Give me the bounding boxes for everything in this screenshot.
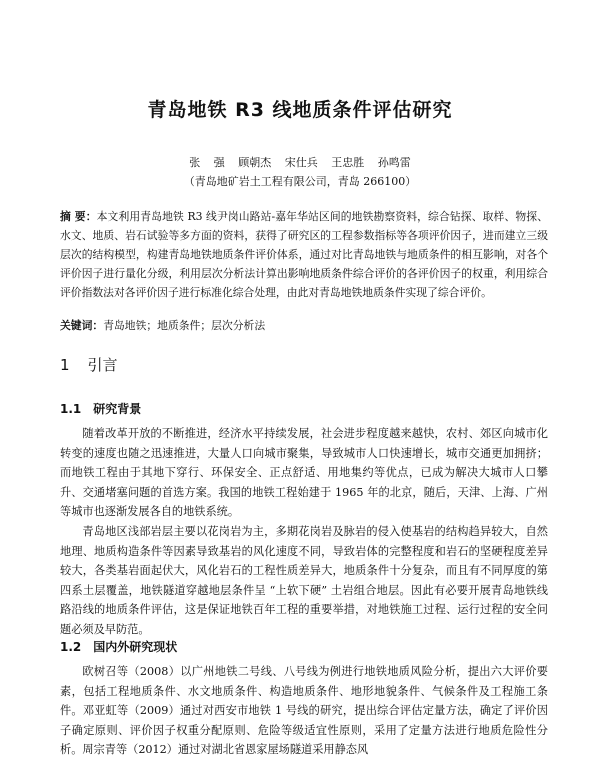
section-title: 引言 xyxy=(87,356,118,374)
paragraph: 欧树召等（2008）以广州地铁二号线、八号线为例进行地铁地质风险分析，提出六大评价要素，包括工程地质条件、水文地质条件、构造地质条件、地形地貌条件、气候条件及工程施工条件。邓亚虹等（2009）通过对西安市地铁 1 号线的研究，提出综合评估定量方法，确定了评价因子确定原则、评价因子权重分配原则、危险等级适宜性原则，采用了定量方法进行地质危险性分析。周宗青等（2012）通过对湖北省恩家屋场隧道采用静态风 xyxy=(60,665,548,757)
abstract xyxy=(60,207,548,302)
subsection-title: 研究背景 xyxy=(93,402,142,416)
paragraph: 随着改革开放的不断推进，经济水平持续发展，社会进步程度越来越快，农村、郊区向城市化转变的速度也随之迅速推进，大量人口向城市聚集，导致城市人口快速增长，城市交通更加拥挤；而地铁工程由于其地下穿行、环保安全、正点舒适、用地集约等优点，已成为解决大城市人口攀升、交通堵塞问题的首选方案。我国的地铁工程始建于 1965 年的北京，随后，天津、上海、广州等城市也逐渐发展各自的地铁系统。 xyxy=(60,427,548,519)
subsection-heading-1-1 xyxy=(60,400,141,417)
keywords-label: 关键词： xyxy=(60,319,104,332)
keywords xyxy=(60,318,548,333)
author-list: 张 强 顾朝杰 宋仕兵 王忠胜 孙鸣雷 xyxy=(189,156,411,169)
subsection-number: 1.1 xyxy=(60,402,82,416)
keywords-text: 青岛地铁；地质条件；层次分析法 xyxy=(103,319,266,332)
paragraph: 青岛地区浅部岩层主要以花岗岩为主，多期花岗岩及脉岩的侵入使基岩的结构趋异较大，自然地理、地质构造条件等因素导致基岩的风化速度不同，导致岩体的完整程度和岩石的坚硬程度差异较大，各类基岩面起伏大，风化岩石的工程性质差异大，地质条件十分复杂，而且有不同厚度的第四系土层覆盖，地铁隧道穿越地层条件呈 “上软下硬” 土岩组合地层。因此有必要开展青岛地铁线路沿线的地质条件评估，这是保证地铁百年工程的重要举措，对地铁施工过程、运行过程的安全问题必须及早防范。 xyxy=(60,525,548,636)
subsection-number: 1.2 xyxy=(60,640,82,654)
abstract-text: 本文利用青岛地铁 R3 线尹岗山路站-嘉年华站区间的地铁勘察资料，综合钻探、取样、物探、水文、地质、岩石试验等多方面的资料，获得了研究区的工程参数指标等各项评价因子，进而建立三级层次的结构模型，构建青岛地铁地质条件评价体系，通过对比青岛地铁与地质条件的相互影响，对各个评价因子进行量化分级，利用层次分析法计算出影响地质条件综合评价的各评价因子的权重，利用综合评价指数法对各评价因子进行标准化综合处理，由此对青岛地铁地质条件实现了综合评价。 xyxy=(60,210,548,299)
abstract-label: 摘 要： xyxy=(60,210,97,223)
section-number: 1 xyxy=(60,356,70,374)
subsection-heading-1-2 xyxy=(60,638,177,655)
paper-title: 青岛地铁 R3 线地质条件评估研究 xyxy=(147,99,453,121)
affiliation: （青岛地矿岩土工程有限公司，青岛 266100） xyxy=(183,175,417,188)
section-heading-1 xyxy=(60,354,118,375)
subsection-title: 国内外研究现状 xyxy=(93,640,178,654)
